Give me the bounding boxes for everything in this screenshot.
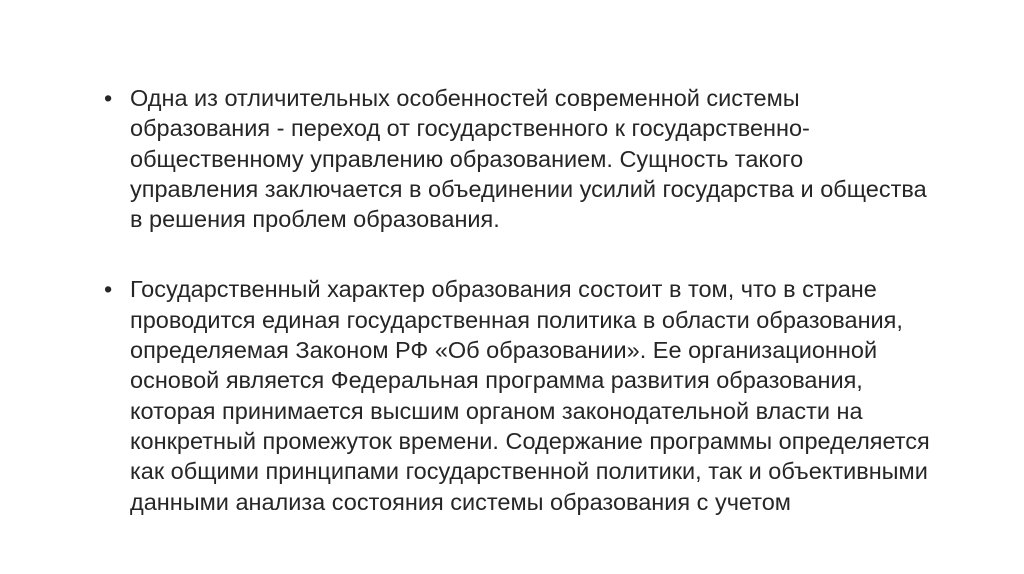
bullet-text: Государственный характер образования состоит в том, что в стране проводится единая государственная политика в области образования, определяемая Законом РФ «Об образовании». Ее организационной основой является Федеральная программа развития образования, которая принимается высшим органом законодательной власти на конкретный промежуток времени. Содержание программы определяется как общими принципами государственной политики, так и объективными данными анализа состояния системы образования с учетом bbox=[130, 276, 930, 515]
bullet-item bbox=[104, 83, 934, 234]
bullet-dot-icon: • bbox=[104, 276, 113, 303]
bullet-list bbox=[104, 83, 934, 517]
bullet-dot-icon: • bbox=[104, 85, 113, 111]
bullet-text: Одна из отличительных особенностей современной системы образования - переход от государственного к государственно-общественному управлению образованием. Сущность такого управления заключается в объединении усилий государства и общества в решения проблем образования. bbox=[130, 85, 927, 233]
bullet-item bbox=[104, 274, 934, 516]
